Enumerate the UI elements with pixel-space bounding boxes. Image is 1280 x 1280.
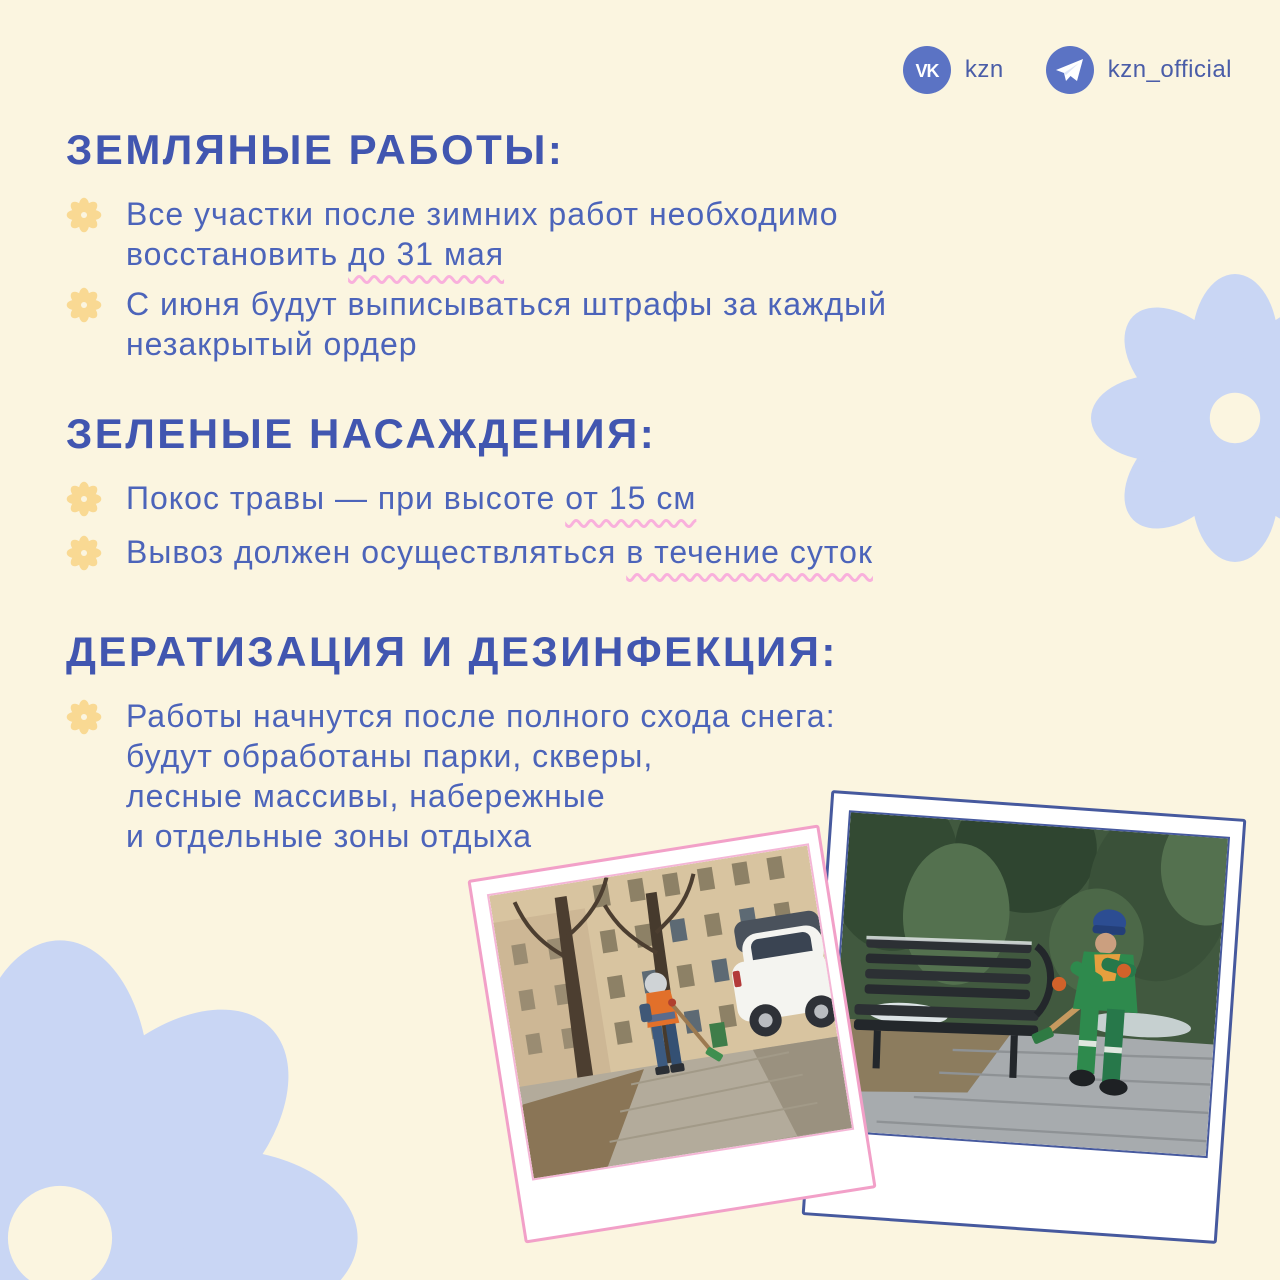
text-line: Работы начнутся после полного схода снега:	[126, 698, 836, 734]
section-earthworks	[66, 126, 1046, 374]
text-line: будут обработаны парки, скверы,	[126, 738, 654, 774]
bullet-text	[126, 478, 696, 518]
bullet-text	[126, 284, 887, 364]
highlighted-text: в течение суток	[626, 534, 873, 570]
section-heading: ДЕРАТИЗАЦИЯ И ДЕЗИНФЕКЦИЯ:	[66, 628, 838, 675]
text-line: лесные массивы, набережные	[126, 778, 606, 814]
flower-bullet-icon	[66, 481, 102, 517]
photo-card-street-sweeping	[467, 824, 876, 1243]
telegram-icon	[1046, 46, 1094, 94]
flower-bullet-icon	[66, 535, 102, 571]
section-heading: ЗЕМЛЯНЫЕ РАБОТЫ:	[66, 126, 565, 173]
list-item	[66, 284, 1046, 364]
list-item	[66, 478, 1046, 518]
telegram-link[interactable]	[1046, 46, 1232, 94]
highlighted-text: от 15 см	[565, 480, 697, 516]
bullet-text	[126, 696, 836, 856]
text-line: восстановить до 31 мая	[126, 236, 505, 272]
social-links	[903, 46, 1232, 94]
text-line: и отдельные зоны отдыха	[126, 818, 533, 854]
section-green-plantings	[66, 410, 1046, 582]
text-line: Вывоз должен осуществляться в течение суток	[126, 534, 873, 570]
bullet-text	[126, 532, 873, 572]
text-line: С июня будут выписываться штрафы за каждый	[126, 286, 887, 322]
flower-bullet-icon	[66, 197, 102, 233]
svg-text:VK: VK	[915, 61, 939, 81]
flower-bullet-icon	[66, 287, 102, 323]
flower-decoration-top-right	[1085, 268, 1280, 568]
list-item	[66, 194, 1046, 274]
bullet-text	[126, 194, 839, 274]
text-line: Покос травы — при высоте от 15 см	[126, 480, 697, 516]
flower-decoration-bottom-left	[0, 928, 370, 1280]
vk-link[interactable]	[903, 46, 1004, 94]
vk-icon	[903, 46, 951, 94]
text-line: незакрытый ордер	[126, 326, 418, 362]
telegram-handle: kzn_official	[1107, 56, 1232, 83]
park-bench-photo	[827, 810, 1231, 1158]
section-heading: ЗЕЛЕНЫЕ НАСАЖДЕНИЯ:	[66, 410, 657, 457]
highlighted-text: до 31 мая	[348, 236, 505, 272]
street-sweeping-photo	[487, 843, 854, 1180]
list-item	[66, 532, 1046, 572]
text-line: Все участки после зимних работ необходимо	[126, 196, 839, 232]
flower-bullet-icon	[66, 699, 102, 735]
vk-handle: kzn	[964, 56, 1004, 83]
